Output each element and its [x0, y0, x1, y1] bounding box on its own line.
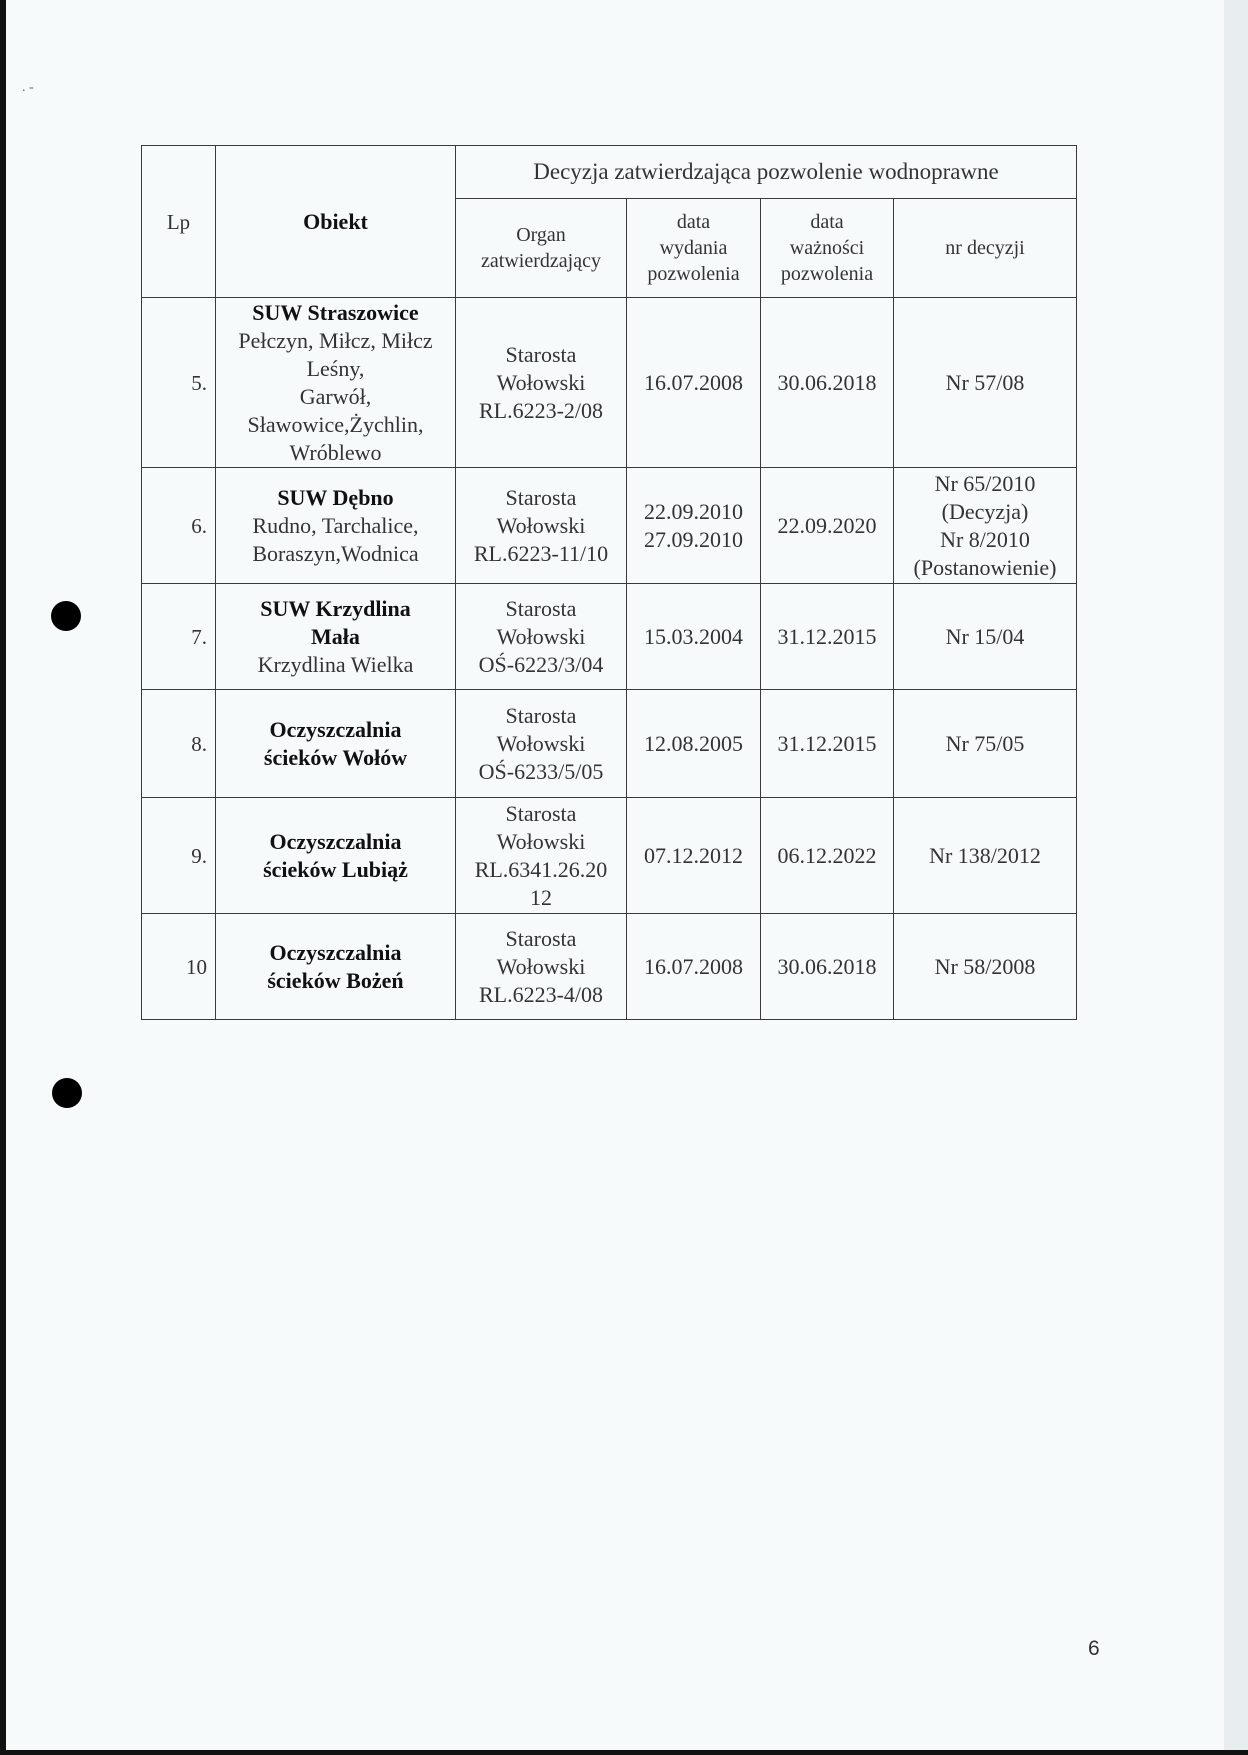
nr-decyzji-line: Nr 15/04	[945, 623, 1025, 649]
header-line: pozwolenia	[780, 263, 874, 285]
cell-nr-decyzji	[894, 690, 1077, 798]
header-data-waznosci	[761, 199, 894, 298]
data-wydania-line: 16.07.2008	[644, 369, 743, 395]
cell-data-wydania	[627, 690, 761, 798]
cell-organ	[456, 584, 627, 690]
organ-line: RL.6341.26.20	[474, 856, 608, 882]
obiekt-name: Oczyszczalnia	[269, 828, 402, 854]
header-line: data	[810, 211, 844, 233]
header-organ	[456, 199, 627, 298]
header-decyzja-group: Decyzja zatwierdzająca pozwolenie wodnoprawne	[456, 146, 1077, 199]
data-waznosci-line: 22.09.2020	[777, 512, 877, 538]
data-waznosci-line: 31.12.2015	[777, 730, 877, 756]
nr-decyzji-line: (Postanowienie)	[913, 554, 1057, 580]
data-waznosci-line: 30.06.2018	[777, 369, 877, 395]
cell-nr-decyzji	[894, 298, 1077, 468]
cell-lp: 6.	[142, 468, 216, 584]
nr-decyzji-line: Nr 8/2010	[940, 526, 1030, 552]
organ-line: Wołowski	[496, 730, 586, 756]
header-line: pozwolenia	[647, 263, 740, 285]
obiekt-localities: Pełczyn, Miłcz, Miłcz	[238, 327, 433, 353]
cell-data-wydania	[627, 798, 761, 914]
scan-bottom-edge	[0, 1750, 1248, 1755]
data-wydania-line: 12.08.2005	[644, 730, 743, 756]
nr-decyzji-line: Nr 57/08	[945, 369, 1025, 395]
cell-nr-decyzji	[894, 584, 1077, 690]
data-wydania-line: 16.07.2008	[644, 953, 743, 979]
organ-line: RL.6223-11/10	[473, 540, 609, 566]
table-row	[142, 298, 1077, 468]
organ-line: 12	[530, 884, 552, 910]
cell-lp: 7.	[142, 584, 216, 690]
data-wydania-line: 27.09.2010	[644, 526, 743, 552]
table-row	[142, 468, 1077, 584]
header-row-1	[142, 146, 1077, 199]
data-wydania-line: 07.12.2012	[644, 842, 743, 868]
obiekt-name: Oczyszczalnia	[269, 939, 402, 965]
obiekt-name: ścieków Wołów	[263, 744, 408, 770]
punch-hole	[51, 601, 81, 631]
header-line: data	[676, 211, 711, 233]
cell-organ	[456, 914, 627, 1020]
cell-lp: 5.	[142, 298, 216, 468]
header-line: ważności	[789, 237, 865, 259]
cell-organ	[456, 798, 627, 914]
obiekt-localities: Rudno, Tarchalice,	[252, 512, 419, 538]
header-line: Organ	[516, 224, 566, 246]
obiekt-localities: Boraszyn,Wodnica	[252, 540, 419, 566]
cell-data-wydania	[627, 468, 761, 584]
cell-data-wydania	[627, 914, 761, 1020]
cell-obiekt	[216, 584, 456, 690]
obiekt-name: ścieków Bożeń	[267, 967, 404, 993]
organ-line: Wołowski	[496, 828, 586, 854]
organ-line: Starosta	[505, 484, 577, 510]
permits-table	[141, 145, 1077, 1020]
cell-lp: 8.	[142, 690, 216, 798]
cell-nr-decyzji	[894, 468, 1077, 584]
organ-line: Starosta	[505, 800, 577, 826]
nr-decyzji-line: Nr 58/2008	[934, 953, 1036, 979]
cell-obiekt	[216, 298, 456, 468]
nr-decyzji-line: Nr 138/2012	[929, 842, 1041, 868]
cell-data-waznosci	[761, 298, 894, 468]
obiekt-localities: Wróblewo	[289, 439, 382, 465]
data-waznosci-line: 31.12.2015	[777, 623, 877, 649]
obiekt-name: SUW Krzydlina	[260, 595, 411, 621]
obiekt-name: Oczyszczalnia	[269, 716, 402, 742]
obiekt-name: Mała	[311, 623, 360, 649]
organ-line: Starosta	[505, 702, 577, 728]
organ-line: RL.6223-4/08	[478, 981, 604, 1007]
organ-line: Wołowski	[496, 512, 586, 538]
organ-line: OŚ-6233/5/05	[478, 758, 604, 784]
organ-line: Wołowski	[496, 953, 586, 979]
cell-organ	[456, 298, 627, 468]
organ-line: Starosta	[505, 925, 577, 951]
obiekt-name: ścieków Lubiąż	[263, 856, 408, 882]
cell-organ	[456, 690, 627, 798]
table-row	[142, 914, 1077, 1020]
cell-obiekt	[216, 914, 456, 1020]
cell-data-waznosci	[761, 914, 894, 1020]
scan-right-edge	[1224, 0, 1248, 1755]
cell-nr-decyzji	[894, 798, 1077, 914]
nr-decyzji-line: Nr 65/2010	[934, 470, 1036, 496]
data-wydania-line: 15.03.2004	[644, 623, 743, 649]
scan-left-edge	[0, 0, 6, 1755]
organ-line: Starosta	[505, 595, 577, 621]
scan-mark: . -	[22, 80, 34, 95]
header-data-wydania	[627, 199, 761, 298]
header-obiekt: Obiekt	[216, 146, 456, 298]
table-row	[142, 690, 1077, 798]
cell-lp: 9.	[142, 798, 216, 914]
header-nr-decyzji: nr decyzji	[894, 199, 1077, 298]
page-number: 6	[1088, 1637, 1100, 1660]
cell-data-waznosci	[761, 690, 894, 798]
data-wydania-line: 22.09.2010	[644, 498, 743, 524]
cell-data-wydania	[627, 584, 761, 690]
header-line: zatwierdzający	[481, 250, 601, 272]
cell-data-wydania	[627, 298, 761, 468]
cell-data-waznosci	[761, 468, 894, 584]
table-row	[142, 584, 1077, 690]
organ-line: Wołowski	[496, 623, 586, 649]
header-lp: Lp	[142, 146, 216, 298]
organ-line: RL.6223-2/08	[478, 397, 604, 423]
organ-line: Starosta	[505, 341, 577, 367]
cell-obiekt	[216, 798, 456, 914]
data-waznosci-line: 30.06.2018	[777, 953, 877, 979]
table-row	[142, 798, 1077, 914]
punch-hole	[52, 1078, 82, 1108]
cell-obiekt	[216, 690, 456, 798]
obiekt-name: SUW Dębno	[277, 484, 394, 510]
obiekt-localities: Sławowice,Żychlin,	[247, 411, 424, 437]
organ-line: OŚ-6223/3/04	[478, 651, 604, 677]
obiekt-name: SUW Straszowice	[252, 299, 419, 325]
nr-decyzji-line: (Decyzja)	[941, 498, 1029, 524]
data-waznosci-line: 06.12.2022	[777, 842, 877, 868]
cell-data-waznosci	[761, 798, 894, 914]
cell-data-waznosci	[761, 584, 894, 690]
obiekt-localities: Krzydlina Wielka	[257, 651, 414, 677]
header-line: wydania	[659, 237, 728, 259]
cell-nr-decyzji	[894, 914, 1077, 1020]
obiekt-localities: Leśny,	[306, 355, 365, 381]
table-body	[142, 298, 1077, 1020]
organ-line: Wołowski	[496, 369, 586, 395]
obiekt-localities: Garwół,	[299, 383, 372, 409]
cell-lp: 10	[142, 914, 216, 1020]
cell-organ	[456, 468, 627, 584]
nr-decyzji-line: Nr 75/05	[945, 730, 1025, 756]
cell-obiekt	[216, 468, 456, 584]
